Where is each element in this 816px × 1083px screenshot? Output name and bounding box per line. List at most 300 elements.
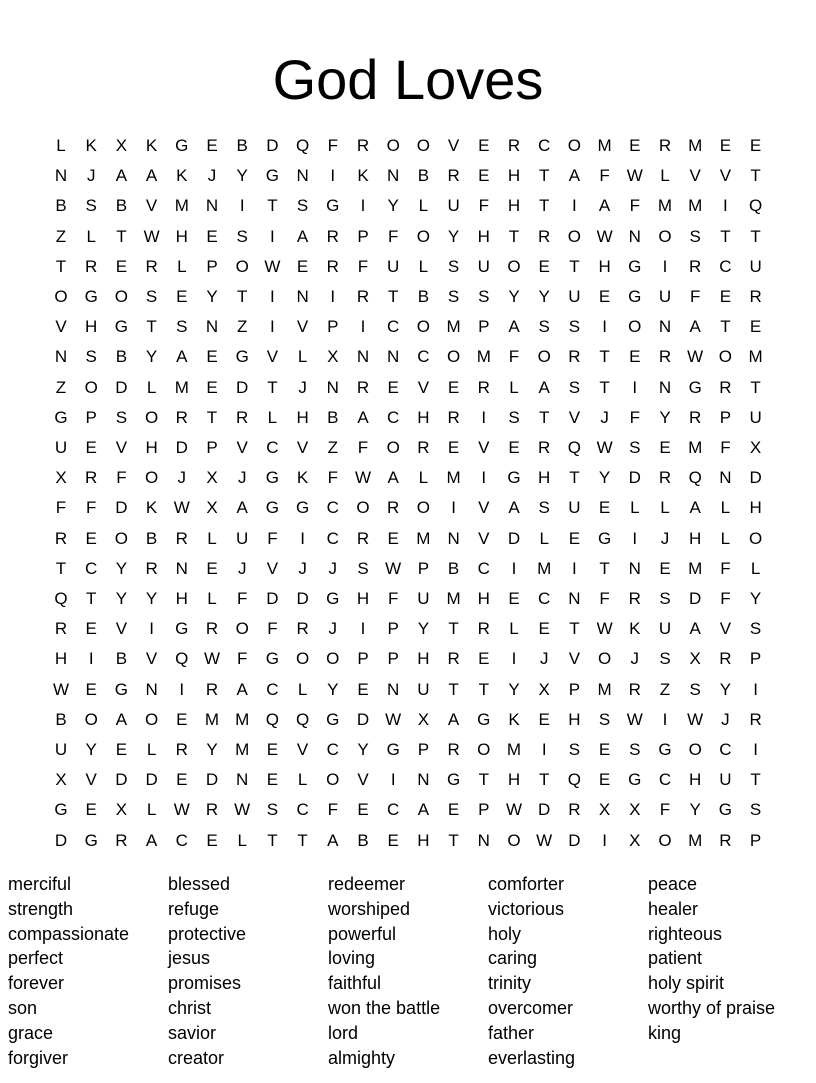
grid-letter[interactable]: I <box>330 287 336 306</box>
grid-letter[interactable]: L <box>630 498 640 518</box>
grid-letter[interactable]: Z <box>55 377 67 397</box>
grid-letter[interactable]: G <box>84 830 98 850</box>
grid-letter[interactable]: X <box>206 468 218 488</box>
grid-letter[interactable]: P <box>749 649 762 669</box>
grid-letter[interactable]: R <box>356 377 370 397</box>
grid-letter[interactable]: P <box>478 317 490 337</box>
grid-letter[interactable]: N <box>145 679 158 699</box>
grid-letter[interactable]: T <box>55 558 67 578</box>
grid-letter[interactable]: O <box>628 317 642 337</box>
grid-letter[interactable]: Y <box>447 226 460 246</box>
grid-letter[interactable]: E <box>629 136 641 155</box>
grid-letter[interactable]: A <box>145 830 158 850</box>
grid-letter[interactable]: E <box>478 649 490 669</box>
grid-letter[interactable]: M <box>688 830 703 850</box>
grid-letter[interactable]: P <box>417 740 430 759</box>
grid-letter[interactable]: U <box>568 498 581 518</box>
grid-letter[interactable]: N <box>417 770 430 790</box>
grid-letter[interactable]: Q <box>175 649 189 669</box>
grid-letter[interactable]: G <box>54 800 68 820</box>
grid-letter[interactable]: E <box>115 256 128 276</box>
grid-letter[interactable]: Y <box>508 679 520 699</box>
grid-letter[interactable]: X <box>598 800 611 820</box>
grid-letter[interactable]: O <box>295 649 310 669</box>
grid-letter[interactable]: E <box>85 438 97 457</box>
grid-letter[interactable]: D <box>749 468 762 488</box>
grid-letter[interactable]: I <box>662 256 668 276</box>
grid-letter[interactable]: C <box>538 589 551 608</box>
grid-letter[interactable]: E <box>538 256 550 276</box>
grid-letter[interactable]: E <box>206 830 218 850</box>
grid-letter[interactable]: U <box>568 287 581 306</box>
grid-letter[interactable]: F <box>387 589 399 608</box>
grid-letter[interactable]: J <box>539 649 549 669</box>
grid-letter[interactable]: V <box>719 619 732 639</box>
grid-letter[interactable]: D <box>628 468 641 488</box>
grid-letter[interactable]: T <box>236 287 248 306</box>
grid-letter[interactable]: X <box>55 468 67 488</box>
grid-letter[interactable]: R <box>628 589 641 608</box>
grid-letter[interactable]: E <box>447 438 460 457</box>
grid-letter[interactable]: I <box>511 558 517 578</box>
grid-letter[interactable]: J <box>721 709 730 729</box>
grid-letter[interactable]: I <box>541 740 547 759</box>
grid-letter[interactable]: M <box>657 196 673 216</box>
grid-letter[interactable]: R <box>54 528 68 548</box>
grid-letter[interactable]: L <box>750 558 761 578</box>
grid-letter[interactable]: R <box>538 226 551 246</box>
grid-letter[interactable]: L <box>418 256 429 276</box>
grid-letter[interactable]: E <box>568 528 581 548</box>
grid-letter[interactable]: F <box>387 226 399 246</box>
grid-letter[interactable]: E <box>206 226 218 246</box>
grid-letter[interactable]: S <box>447 287 460 306</box>
grid-letter[interactable]: R <box>175 740 188 759</box>
grid-letter[interactable]: R <box>568 800 581 820</box>
grid-letter[interactable]: H <box>477 589 490 608</box>
grid-letter[interactable]: W <box>143 226 160 246</box>
grid-letter[interactable]: M <box>688 438 703 457</box>
grid-letter[interactable]: C <box>326 498 339 518</box>
grid-letter[interactable]: E <box>659 558 671 578</box>
grid-letter[interactable]: A <box>115 166 128 186</box>
grid-letter[interactable]: W <box>385 558 402 578</box>
grid-letter[interactable]: C <box>266 438 279 457</box>
grid-letter[interactable]: E <box>176 709 188 729</box>
grid-letter[interactable]: V <box>145 196 158 216</box>
grid-letter[interactable]: R <box>447 407 460 427</box>
grid-letter[interactable]: A <box>236 679 248 699</box>
grid-letter[interactable]: E <box>719 287 732 306</box>
grid-letter[interactable]: W <box>687 347 704 367</box>
grid-letter[interactable]: F <box>689 287 701 306</box>
grid-letter[interactable]: G <box>628 256 642 276</box>
grid-letter[interactable]: D <box>507 528 521 548</box>
grid-letter[interactable]: Z <box>55 226 67 246</box>
grid-letter[interactable]: W <box>52 679 70 699</box>
grid-letter[interactable]: E <box>115 740 128 759</box>
grid-letter[interactable]: J <box>237 558 247 578</box>
grid-letter[interactable]: A <box>387 468 399 488</box>
grid-letter[interactable]: V <box>447 136 460 155</box>
grid-letter[interactable]: E <box>387 377 399 397</box>
grid-letter[interactable]: Y <box>206 740 218 759</box>
grid-letter[interactable]: I <box>270 287 275 306</box>
grid-letter[interactable]: R <box>447 166 460 186</box>
grid-letter[interactable]: E <box>357 679 369 699</box>
grid-letter[interactable]: E <box>176 287 188 306</box>
grid-letter[interactable]: X <box>629 830 641 850</box>
grid-letter[interactable]: I <box>753 679 758 699</box>
grid-letter[interactable]: W <box>626 709 643 729</box>
grid-letter[interactable]: I <box>632 528 638 548</box>
grid-letter[interactable]: M <box>476 347 491 367</box>
grid-letter[interactable]: Y <box>145 589 158 608</box>
grid-letter[interactable]: X <box>206 498 218 518</box>
grid-letter[interactable]: R <box>477 377 490 397</box>
grid-letter[interactable]: K <box>296 468 309 488</box>
grid-letter[interactable]: R <box>387 498 400 518</box>
grid-letter[interactable]: F <box>327 468 338 488</box>
grid-letter[interactable]: C <box>477 558 490 578</box>
grid-letter[interactable]: U <box>417 679 430 699</box>
grid-letter[interactable]: V <box>357 770 369 790</box>
grid-letter[interactable]: J <box>600 407 609 427</box>
grid-letter[interactable]: Q <box>688 468 702 488</box>
grid-letter[interactable]: E <box>749 136 762 155</box>
grid-letter[interactable]: N <box>719 468 732 488</box>
grid-letter[interactable]: R <box>145 558 158 578</box>
grid-letter[interactable]: C <box>719 256 732 276</box>
grid-letter[interactable]: J <box>207 166 217 186</box>
grid-letter[interactable]: D <box>115 770 128 790</box>
grid-letter[interactable]: R <box>749 709 762 729</box>
grid-letter[interactable]: I <box>360 196 366 216</box>
grid-letter[interactable]: C <box>417 347 430 367</box>
grid-letter[interactable]: A <box>689 498 701 518</box>
grid-letter[interactable]: T <box>387 287 399 306</box>
grid-letter[interactable]: E <box>85 800 97 820</box>
grid-letter[interactable]: E <box>296 256 309 276</box>
grid-letter[interactable]: A <box>689 317 701 337</box>
grid-letter[interactable]: O <box>718 347 732 367</box>
grid-letter[interactable]: O <box>416 317 430 337</box>
grid-letter[interactable]: Q <box>567 770 581 790</box>
grid-letter[interactable]: O <box>326 770 340 790</box>
grid-letter[interactable]: O <box>144 407 159 427</box>
grid-letter[interactable]: I <box>300 528 305 548</box>
grid-letter[interactable]: D <box>568 830 581 850</box>
grid-letter[interactable]: F <box>720 589 731 608</box>
grid-letter[interactable]: O <box>416 498 430 518</box>
grid-letter[interactable]: H <box>85 317 98 337</box>
grid-letter[interactable]: L <box>146 377 157 397</box>
grid-letter[interactable]: N <box>387 679 400 699</box>
grid-letter[interactable]: Y <box>115 558 128 578</box>
grid-letter[interactable]: C <box>658 770 672 790</box>
grid-letter[interactable]: S <box>296 196 309 216</box>
grid-letter[interactable]: N <box>477 830 490 850</box>
grid-letter[interactable]: U <box>719 770 732 790</box>
grid-letter[interactable]: R <box>145 256 158 276</box>
grid-letter[interactable]: Y <box>659 407 671 427</box>
grid-letter[interactable]: I <box>451 498 456 518</box>
grid-letter[interactable]: C <box>85 558 98 578</box>
grid-letter[interactable]: I <box>481 468 487 488</box>
grid-letter[interactable]: W <box>596 619 613 639</box>
grid-letter[interactable]: W <box>385 709 402 729</box>
grid-letter[interactable]: T <box>599 347 610 367</box>
grid-letter[interactable]: R <box>658 468 672 488</box>
grid-letter[interactable]: A <box>236 498 248 518</box>
grid-letter[interactable]: W <box>264 256 281 276</box>
grid-letter[interactable]: E <box>447 800 460 820</box>
grid-letter[interactable]: L <box>418 468 429 488</box>
grid-letter[interactable]: G <box>688 377 702 397</box>
grid-letter[interactable]: L <box>207 589 217 608</box>
grid-letter[interactable]: O <box>567 136 581 155</box>
grid-letter[interactable]: U <box>54 740 68 759</box>
grid-letter[interactable]: C <box>719 740 732 759</box>
grid-letter[interactable]: R <box>236 407 249 427</box>
grid-letter[interactable]: F <box>478 196 489 216</box>
grid-letter[interactable]: T <box>267 196 278 216</box>
grid-letter[interactable]: V <box>296 438 309 457</box>
grid-letter[interactable]: G <box>477 709 491 729</box>
grid-letter[interactable]: H <box>507 196 521 216</box>
grid-letter[interactable]: T <box>448 830 459 850</box>
grid-letter[interactable]: V <box>689 166 701 186</box>
grid-letter[interactable]: A <box>296 226 309 246</box>
grid-letter[interactable]: M <box>748 347 763 367</box>
grid-letter[interactable]: D <box>266 589 279 608</box>
grid-letter[interactable]: T <box>720 317 731 337</box>
grid-letter[interactable]: W <box>626 166 643 186</box>
grid-letter[interactable]: L <box>418 196 429 216</box>
grid-letter[interactable]: G <box>175 136 189 155</box>
grid-letter[interactable]: S <box>145 287 158 306</box>
grid-letter[interactable]: C <box>387 317 400 337</box>
grid-letter[interactable]: M <box>235 740 250 759</box>
grid-letter[interactable]: G <box>326 709 340 729</box>
grid-letter[interactable]: P <box>206 438 218 457</box>
grid-letter[interactable]: X <box>538 679 550 699</box>
grid-letter[interactable]: S <box>568 377 581 397</box>
grid-letter[interactable]: E <box>447 377 460 397</box>
grid-letter[interactable]: V <box>296 317 309 337</box>
grid-letter[interactable]: Q <box>295 136 310 155</box>
grid-letter[interactable]: W <box>173 498 190 518</box>
grid-letter[interactable]: E <box>598 740 611 759</box>
grid-letter[interactable]: N <box>54 347 68 367</box>
grid-letter[interactable]: P <box>327 317 339 337</box>
grid-letter[interactable]: G <box>658 740 672 759</box>
grid-letter[interactable]: S <box>689 679 701 699</box>
grid-letter[interactable]: E <box>266 770 279 790</box>
grid-letter[interactable]: E <box>206 136 218 155</box>
grid-letter[interactable]: D <box>115 498 128 518</box>
grid-letter[interactable]: I <box>360 317 366 337</box>
grid-letter[interactable]: B <box>115 649 128 669</box>
grid-letter[interactable]: R <box>296 619 309 639</box>
grid-letter[interactable]: Q <box>295 709 310 729</box>
grid-letter[interactable]: T <box>146 317 157 337</box>
grid-letter[interactable]: S <box>478 287 490 306</box>
grid-letter[interactable]: Y <box>508 287 520 306</box>
grid-letter[interactable]: H <box>296 407 309 427</box>
grid-letter[interactable]: D <box>296 589 309 608</box>
grid-letter[interactable]: P <box>85 407 97 427</box>
grid-letter[interactable]: P <box>206 256 218 276</box>
grid-letter[interactable]: P <box>719 407 732 427</box>
grid-letter[interactable]: A <box>327 830 339 850</box>
grid-letter[interactable]: M <box>446 589 461 608</box>
grid-letter[interactable]: E <box>629 347 641 367</box>
grid-letter[interactable]: I <box>723 196 728 216</box>
grid-letter[interactable]: Y <box>387 196 399 216</box>
grid-letter[interactable]: W <box>596 438 613 457</box>
grid-letter[interactable]: E <box>659 438 671 457</box>
grid-letter[interactable]: F <box>236 589 248 608</box>
grid-letter[interactable]: C <box>387 800 400 820</box>
grid-letter[interactable]: R <box>568 347 581 367</box>
grid-letter[interactable]: A <box>568 166 581 186</box>
grid-letter[interactable]: G <box>265 649 279 669</box>
grid-letter[interactable]: N <box>205 196 219 216</box>
grid-letter[interactable]: O <box>446 347 461 367</box>
grid-letter[interactable]: W <box>354 468 372 488</box>
grid-letter[interactable]: N <box>296 166 309 186</box>
grid-letter[interactable]: A <box>508 317 520 337</box>
grid-letter[interactable]: G <box>265 166 279 186</box>
grid-letter[interactable]: Y <box>689 800 701 820</box>
grid-letter[interactable]: R <box>85 256 98 276</box>
grid-letter[interactable]: P <box>749 830 762 850</box>
grid-letter[interactable]: R <box>115 830 128 850</box>
grid-letter[interactable]: T <box>85 589 97 608</box>
grid-letter[interactable]: B <box>357 830 369 850</box>
grid-letter[interactable]: T <box>448 619 459 639</box>
grid-letter[interactable]: K <box>357 166 369 186</box>
grid-letter[interactable]: R <box>326 256 339 276</box>
grid-letter[interactable]: G <box>628 287 642 306</box>
grid-letter[interactable]: G <box>114 679 128 699</box>
grid-letter[interactable]: S <box>749 619 762 639</box>
grid-letter[interactable]: O <box>507 830 521 850</box>
grid-letter[interactable]: L <box>146 740 157 759</box>
grid-letter[interactable]: E <box>478 136 490 155</box>
grid-letter[interactable]: R <box>54 619 68 639</box>
grid-letter[interactable]: W <box>505 800 523 820</box>
grid-letter[interactable]: K <box>85 136 97 155</box>
grid-letter[interactable]: F <box>508 347 520 367</box>
grid-letter[interactable]: Q <box>567 438 581 457</box>
grid-letter[interactable]: O <box>235 256 249 276</box>
grid-letter[interactable]: L <box>720 498 731 518</box>
grid-letter[interactable]: N <box>54 166 68 186</box>
grid-letter[interactable]: R <box>85 468 98 488</box>
grid-letter[interactable]: O <box>54 287 68 306</box>
grid-letter[interactable]: E <box>538 619 550 639</box>
grid-letter[interactable]: S <box>749 800 762 820</box>
grid-letter[interactable]: O <box>537 347 551 367</box>
grid-letter[interactable]: C <box>266 679 279 699</box>
grid-letter[interactable]: I <box>239 196 245 216</box>
grid-letter[interactable]: O <box>386 438 400 457</box>
grid-letter[interactable]: B <box>417 287 430 306</box>
grid-letter[interactable]: H <box>417 649 430 669</box>
grid-letter[interactable]: T <box>508 226 520 246</box>
grid-letter[interactable]: F <box>357 256 369 276</box>
grid-letter[interactable]: R <box>719 377 732 397</box>
grid-letter[interactable]: K <box>629 619 641 639</box>
grid-letter[interactable]: B <box>115 196 128 216</box>
grid-letter[interactable]: R <box>417 438 430 457</box>
grid-letter[interactable]: E <box>387 830 399 850</box>
grid-letter[interactable]: B <box>115 347 128 367</box>
grid-letter[interactable]: W <box>536 830 553 850</box>
grid-letter[interactable]: E <box>478 166 490 186</box>
grid-letter[interactable]: I <box>481 407 487 427</box>
grid-letter[interactable]: S <box>538 317 550 337</box>
grid-letter[interactable]: J <box>328 619 338 639</box>
grid-letter[interactable]: I <box>632 377 638 397</box>
grid-letter[interactable]: N <box>628 226 641 246</box>
grid-letter[interactable]: Z <box>659 679 671 699</box>
grid-letter[interactable]: L <box>207 528 217 548</box>
grid-letter[interactable]: F <box>236 649 248 669</box>
grid-letter[interactable]: Q <box>265 709 279 729</box>
grid-letter[interactable]: P <box>387 619 399 639</box>
grid-letter[interactable]: X <box>115 800 128 820</box>
grid-letter[interactable]: S <box>357 558 369 578</box>
grid-letter[interactable]: V <box>719 166 732 186</box>
grid-letter[interactable]: L <box>237 830 247 850</box>
grid-letter[interactable]: Q <box>748 196 763 216</box>
grid-letter[interactable]: W <box>687 709 704 729</box>
grid-letter[interactable]: M <box>597 136 612 155</box>
grid-letter[interactable]: T <box>478 679 489 699</box>
grid-letter[interactable]: T <box>569 256 580 276</box>
grid-letter[interactable]: R <box>719 649 732 669</box>
grid-letter[interactable]: V <box>266 558 279 578</box>
grid-letter[interactable]: G <box>386 740 400 759</box>
grid-letter[interactable]: N <box>356 347 370 367</box>
grid-letter[interactable]: H <box>507 166 521 186</box>
grid-letter[interactable]: A <box>417 800 430 820</box>
grid-letter[interactable]: R <box>477 619 490 639</box>
grid-letter[interactable]: U <box>477 256 490 276</box>
grid-letter[interactable]: G <box>54 407 68 427</box>
grid-letter[interactable]: A <box>689 619 701 639</box>
grid-letter[interactable]: J <box>328 558 338 578</box>
grid-letter[interactable]: V <box>115 438 128 457</box>
grid-letter[interactable]: C <box>326 528 339 548</box>
grid-letter[interactable]: S <box>85 347 97 367</box>
grid-letter[interactable]: D <box>689 589 702 608</box>
grid-letter[interactable]: J <box>177 468 187 488</box>
grid-letter[interactable]: V <box>568 407 581 427</box>
grid-letter[interactable]: S <box>629 438 641 457</box>
grid-letter[interactable]: F <box>599 166 610 186</box>
grid-letter[interactable]: H <box>538 468 551 488</box>
grid-letter[interactable]: B <box>236 136 248 155</box>
grid-letter[interactable]: R <box>356 287 370 306</box>
grid-letter[interactable]: D <box>115 377 128 397</box>
grid-letter[interactable]: L <box>146 800 157 820</box>
grid-letter[interactable]: R <box>447 649 460 669</box>
grid-letter[interactable]: W <box>173 800 190 820</box>
